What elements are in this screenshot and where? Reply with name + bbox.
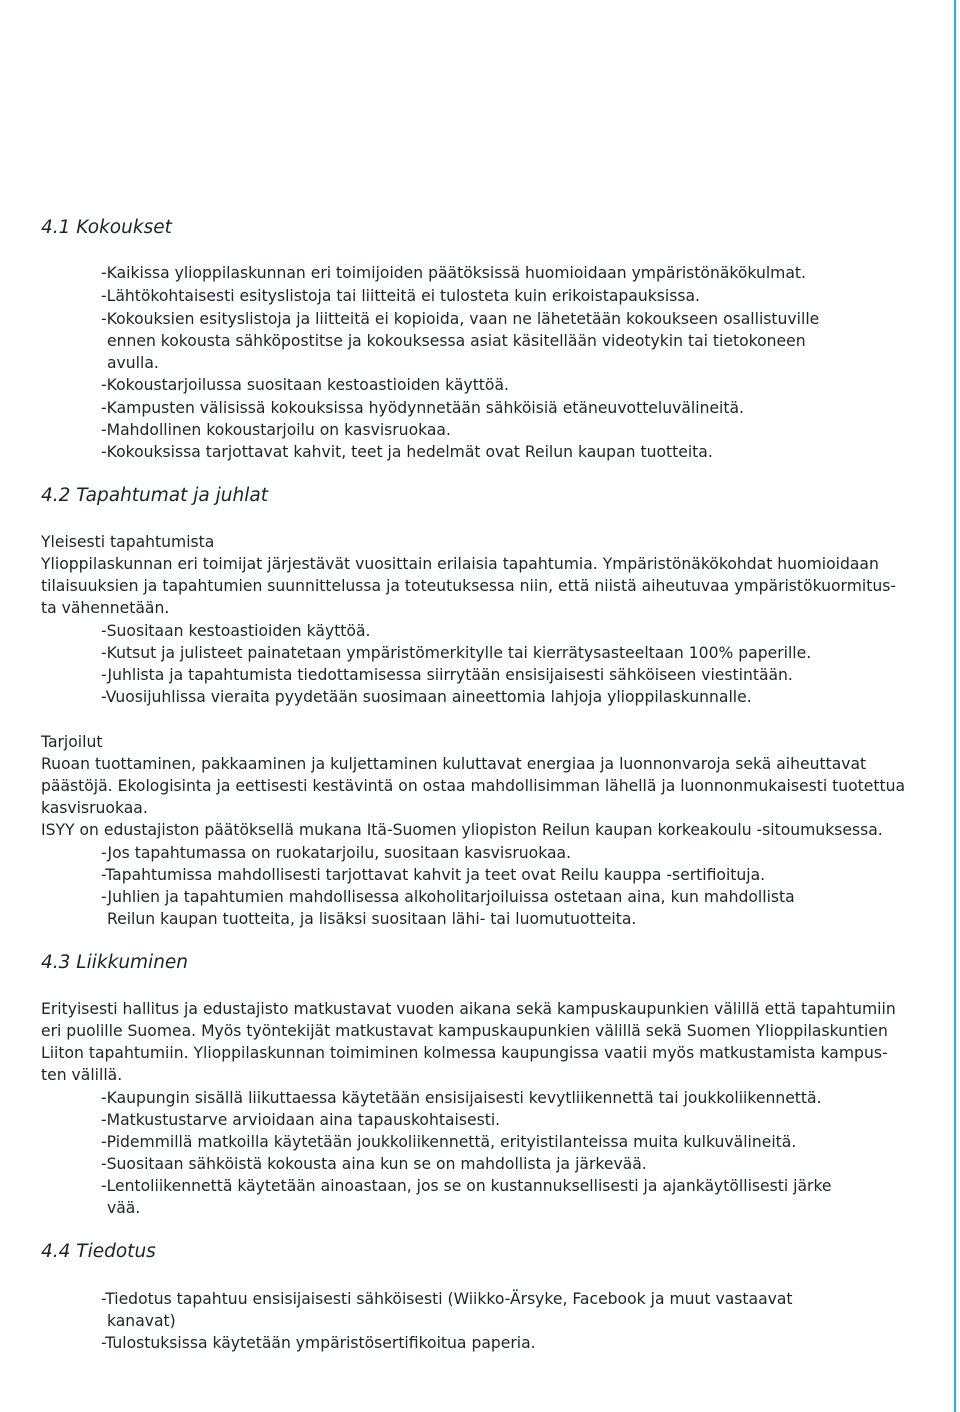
paragraph-line: tilaisuuksien ja tapahtumien suunnittelussa ja toteutuksessa niin, että niistä aiheutuvaa ympäristökuormitus- — [41, 577, 896, 595]
list-item: -Vuosijuhlissa vieraita pyydetään suosimaan aineettomia lahjoja ylioppilaskunnalle. — [101, 688, 752, 706]
list-item: -Mahdollinen kokoustarjoilu on kasvisruokaa. — [101, 421, 451, 439]
paragraph-line: Ruoan tuottaminen, pakkaaminen ja kuljettaminen kuluttavat energiaa ja luonnonvaroja sekä aiheuttavat — [41, 755, 867, 773]
list-item: -Kaupungin sisällä liikuttaessa käytetään ensisijaisesti kevytliikennettä tai joukkoliikennettä. — [101, 1089, 822, 1107]
list-item: -Tiedotus tapahtuu ensisijaisesti sähköisesti (Wiikko-Ärsyke, Facebook ja muut vastaavat — [101, 1290, 793, 1308]
paragraph-line: ta vähennetään. — [41, 599, 170, 617]
list-item-continuation: ennen kokousta sähköpostitse ja kokouksessa asiat käsitellään videotykin tai tietokoneen — [107, 332, 806, 350]
paragraph-line: Ylioppilaskunnan eri toimijat järjestävät vuosittain erilaisia tapahtumia. Ympäristönäkökohdat huomioidaan — [41, 555, 879, 573]
list-item: -Lähtökohtaisesti esityslistoja tai liitteitä ei tulosteta kuin erikoistapauksissa. — [101, 287, 700, 305]
paragraph-line: kasvisruokaa. — [41, 799, 148, 817]
heading-4-3: 4.3 Liikkuminen — [41, 952, 189, 973]
list-item: -Suositaan sähköistä kokousta aina kun se on mahdollista ja järkevää. — [101, 1155, 647, 1173]
list-item: -Jos tapahtumassa on ruokatarjoilu, suositaan kasvisruokaa. — [101, 844, 572, 862]
list-item: -Kaikissa ylioppilaskunnan eri toimijoiden päätöksissä huomioidaan ympäristönäkökulmat. — [101, 264, 806, 282]
list-item: -Suositaan kestoastioiden käyttöä. — [101, 622, 371, 640]
list-item-continuation: kanavat) — [107, 1312, 176, 1330]
paragraph-line: Liiton tapahtumiin. Ylioppilaskunnan toimiminen kolmessa kaupungissa vaatii myös matkustamista kampus- — [41, 1044, 888, 1062]
heading-4-1: 4.1 Kokoukset — [41, 217, 172, 238]
paragraph-line: päästöjä. Ekologisinta ja eettisesti kestävintä on ostaa mahdollisimman lähellä ja luonnonmukaisesti tuotettua — [41, 777, 906, 795]
page-edge-accent-line — [954, 0, 956, 1412]
paragraph-line: ten välillä. — [41, 1066, 123, 1084]
list-item: -Tapahtumissa mahdollisesti tarjottavat kahvit ja teet ovat Reilu kauppa -sertifioituja. — [101, 866, 766, 884]
list-item: -Kokouksissa tarjottavat kahvit, teet ja hedelmät ovat Reilun kaupan tuotteita. — [101, 443, 713, 461]
paragraph-line: ISYY on edustajiston päätöksellä mukana Itä-Suomen yliopiston Reilun kaupan korkeakoulu -sitoumuksessa. — [41, 821, 883, 839]
paragraph-line: Erityisesti hallitus ja edustajisto matkustavat vuoden aikana sekä kampuskaupunkien välillä että tapahtumiin — [41, 1000, 896, 1018]
list-item-continuation: Reilun kaupan tuotteita, ja lisäksi suositaan lähi- tai luomutuotteita. — [107, 910, 637, 928]
list-item-continuation: vää. — [107, 1199, 141, 1217]
list-item: -Juhlien ja tapahtumien mahdollisessa alkoholitarjoiluissa ostetaan aina, kun mahdollista — [101, 888, 795, 906]
list-item: -Kokoustarjoilussa suositaan kestoastioiden käyttöä. — [101, 376, 509, 394]
list-item: -Kutsut ja julisteet painatetaan ympäristömerkitylle tai kierrätysasteeltaan 100% paperille. — [101, 644, 812, 662]
subheading-tarjoilut: Tarjoilut — [41, 733, 103, 751]
list-item: -Tulostuksissa käytetään ympäristösertifikoitua paperia. — [101, 1334, 536, 1352]
heading-4-4: 4.4 Tiedotus — [41, 1241, 156, 1262]
list-item: -Kokouksien esityslistoja ja liitteitä ei kopioida, vaan ne lähetetään kokoukseen osallistuville — [101, 310, 820, 328]
list-item: -Lentoliikennettä käytetään ainoastaan, jos se on kustannuksellisesti ja ajankäytöllisesti järke — [101, 1177, 832, 1195]
list-item: -Kampusten välisissä kokouksissa hyödynnetään sähköisiä etäneuvotteluvälineitä. — [101, 399, 745, 417]
list-item: -Matkustustarve arvioidaan aina tapauskohtaisesti. — [101, 1111, 501, 1129]
subheading-yleisesti: Yleisesti tapahtumista — [41, 533, 215, 551]
heading-4-2: 4.2 Tapahtumat ja juhlat — [41, 485, 268, 506]
list-item-continuation: avulla. — [107, 354, 159, 372]
list-item: -Pidemmillä matkoilla käytetään joukkoliikennettä, erityistilanteissa muita kulkuvälineitä. — [101, 1133, 797, 1151]
list-item: -Juhlista ja tapahtumista tiedottamisessa siirrytään ensisijaisesti sähköiseen viestintään. — [101, 666, 793, 684]
paragraph-line: eri puolille Suomea. Myös työntekijät matkustavat kampuskaupunkien välillä sekä Suomen Ylioppilaskuntien — [41, 1022, 888, 1040]
